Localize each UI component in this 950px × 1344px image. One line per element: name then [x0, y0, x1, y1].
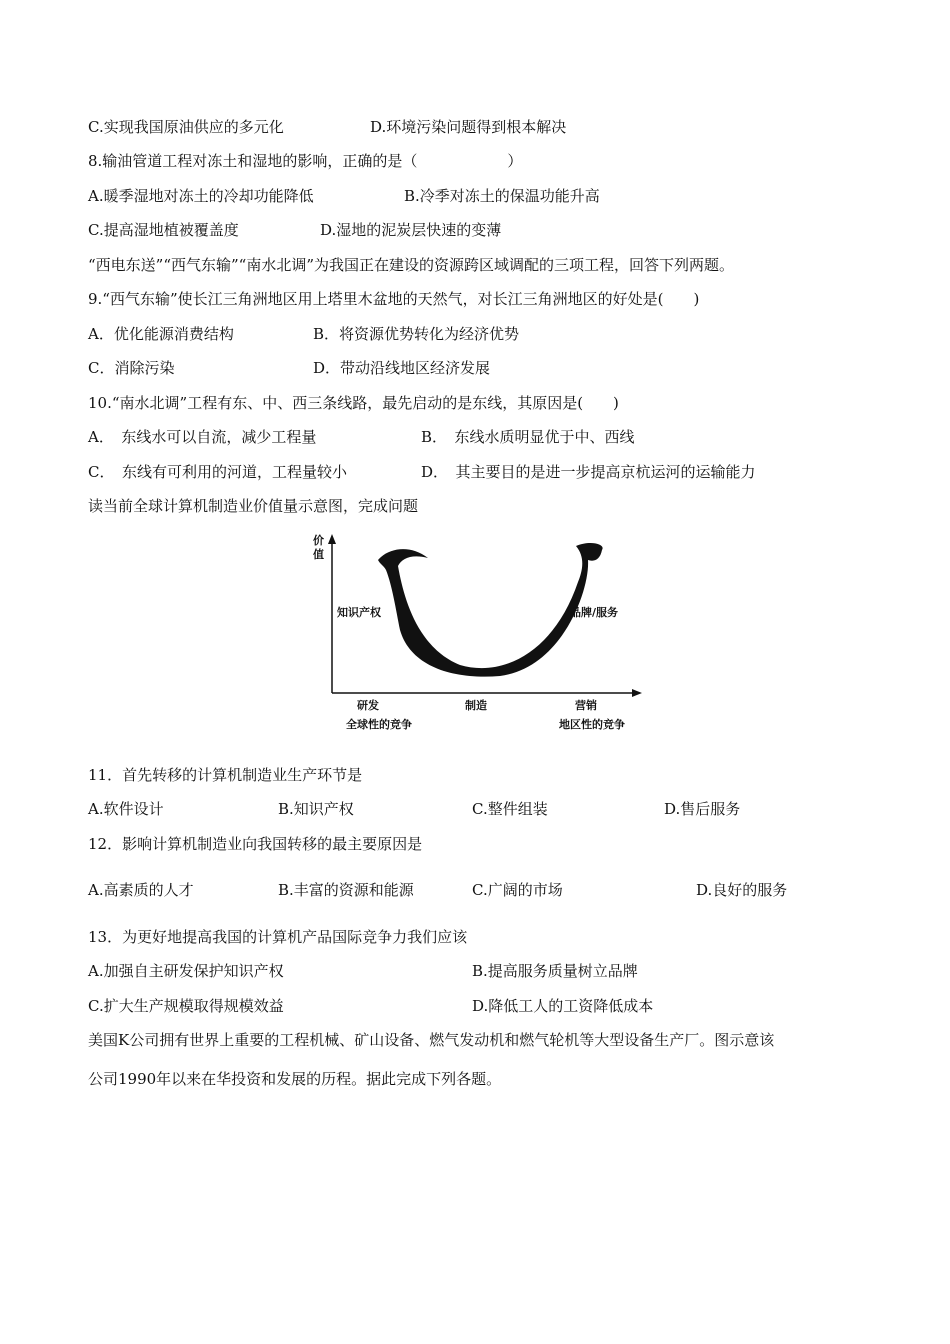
- x-label-rd: 研发: [357, 699, 379, 712]
- q8-option-a: A.暖季湿地对冻土的冷却功能降低: [88, 187, 314, 205]
- q11-option-d: D.售后服务: [664, 800, 741, 818]
- x-label-marketing: 营销: [575, 699, 597, 712]
- y-label-2: 值: [313, 548, 324, 561]
- q12-option-a: A.高素质的人才: [88, 881, 194, 899]
- q9-option-c: C．消除污染: [88, 359, 175, 377]
- q13-option-a: A.加强自主研发保护知识产权: [88, 962, 284, 980]
- q13-option-b: B.提高服务质量树立品牌: [472, 962, 638, 980]
- intro-k-company-line2: 公司1990年以来在华投资和发展的历程。据此完成下列各题。: [88, 1070, 502, 1088]
- q12-option-d: D.良好的服务: [696, 881, 788, 899]
- q9-option-a: A．优化能源消费结构: [88, 325, 234, 343]
- q10-option-c: C． 东线有可利用的河道，工程量较小: [88, 463, 347, 481]
- q10-option-d: D． 其主要目的是进一步提高京杭运河的运输能力: [421, 463, 756, 481]
- intro-k-company-line1: 美国K公司拥有世界上重要的工程机械、矿山设备、燃气发动机和燃气轮机等大型设备生产厂。图示意该: [88, 1031, 775, 1049]
- q11-stem: 11．首先转移的计算机制造业生产环节是: [88, 766, 363, 784]
- q9-stem: 9.“西气东输”使长江三角洲地区用上塔里木盆地的天然气，对长江三角洲地区的好处是( ): [88, 290, 700, 308]
- intro-smile-curve: 读当前全球计算机制造业价值量示意图，完成问题: [88, 497, 419, 515]
- q11-option-c: C.整件组装: [472, 800, 548, 818]
- q9-option-b: B．将资源优势转化为经济优势: [313, 325, 520, 343]
- q8-option-b: B.冷季对冻土的保温功能升高: [404, 187, 600, 205]
- q7-option-c: C.实现我国原油供应的多元化: [88, 118, 284, 136]
- x-axis-arrow: [632, 689, 642, 697]
- q12-stem: 12．影响计算机制造业向我国转移的最主要原因是: [88, 835, 423, 853]
- y-axis-arrow: [328, 534, 336, 544]
- q7-option-d: D.环境污染问题得到根本解决: [370, 118, 567, 136]
- q10-option-b: B． 东线水质明显优于中、西线: [421, 428, 635, 446]
- q10-option-a: A． 东线水可以自流，减少工程量: [88, 428, 317, 446]
- q13-option-d: D.降低工人的工资降低成本: [472, 997, 654, 1015]
- q12-option-c: C.广阔的市场: [472, 881, 563, 899]
- intro-resource-projects: “西电东送”“西气东输”“南水北调”为我国正在建设的资源跨区域调配的三项工程，回答下列两题。: [88, 256, 735, 274]
- q9-option-d: D．带动沿线地区经济发展: [313, 359, 491, 377]
- q8-option-c: C.提高湿地植被覆盖度: [88, 221, 239, 239]
- q13-stem: 13．为更好地提高我国的计算机产品国际竞争力我们应该: [88, 928, 468, 946]
- q8-option-d: D.湿地的泥炭层快速的变薄: [320, 221, 502, 239]
- q11-option-b: B.知识产权: [278, 800, 354, 818]
- q12-option-b: B.丰富的资源和能源: [278, 881, 414, 899]
- x-label-manufacturing: 制造: [465, 699, 487, 712]
- label-intellectual-property: 知识产权: [337, 606, 381, 619]
- sub-label-global: 全球性的竞争: [346, 718, 412, 731]
- label-brand-service: 品牌/服务: [570, 606, 619, 619]
- smile-curve-figure: [300, 530, 650, 740]
- y-label-1: 价: [313, 534, 324, 547]
- q11-option-a: A.软件设计: [88, 800, 164, 818]
- q13-option-c: C.扩大生产规模取得规模效益: [88, 997, 284, 1015]
- q10-stem: 10.“南水北调”工程有东、中、西三条线路，最先启动的是东线，其原因是( ): [88, 394, 619, 412]
- q8-stem: 8.输油管道工程对冻土和湿地的影响，正确的是（ ）: [88, 152, 523, 170]
- smile-curve: [378, 543, 603, 677]
- sub-label-regional: 地区性的竞争: [559, 718, 625, 731]
